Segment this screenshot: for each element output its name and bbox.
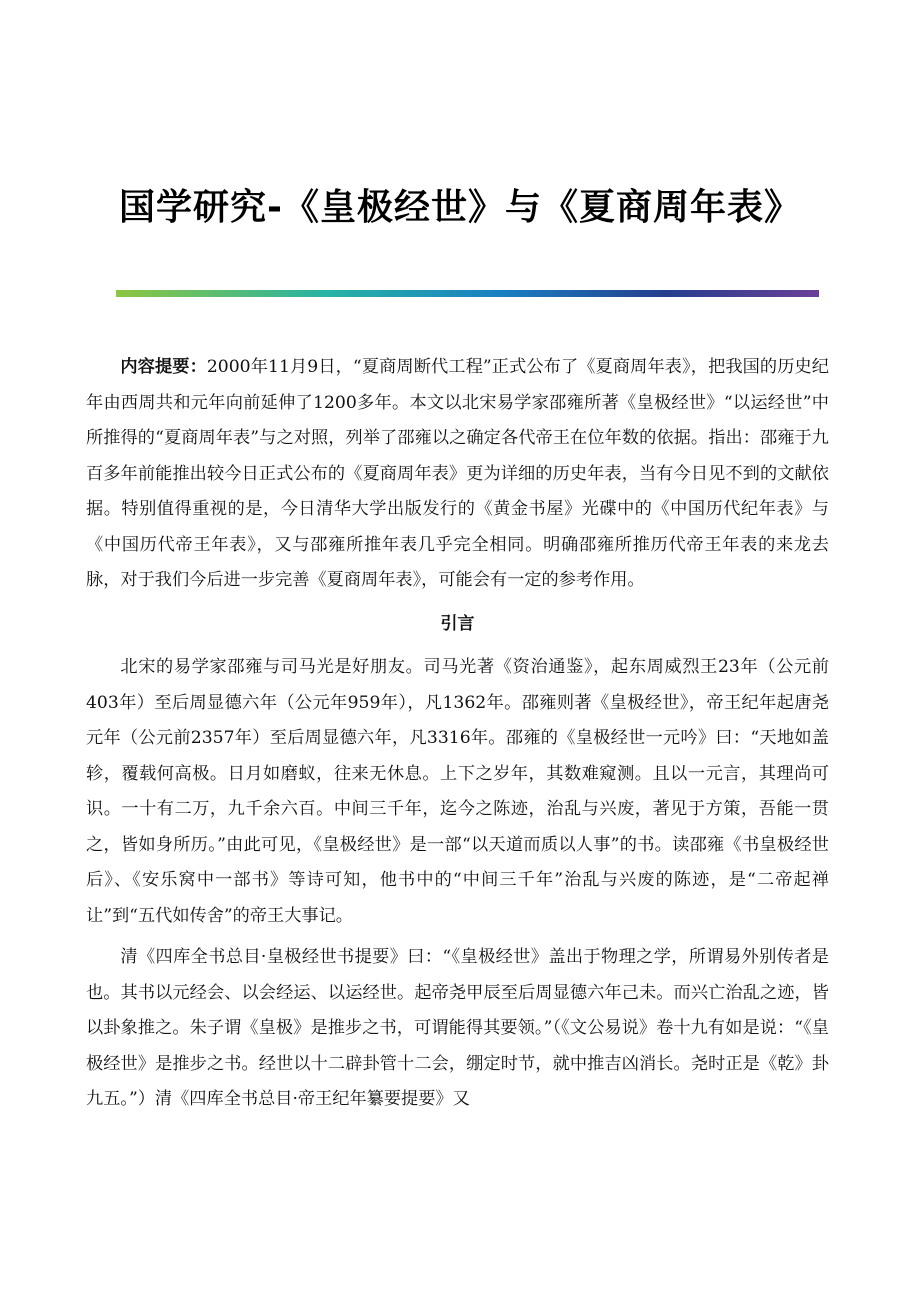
page-title: 国学研究-《皇极经世》与《夏商周年表》 xyxy=(119,187,801,228)
abstract-paragraph xyxy=(86,350,829,599)
section-heading: 引言 xyxy=(440,613,475,634)
title-divider xyxy=(116,290,819,297)
document-body xyxy=(86,350,829,1118)
abstract-label: 内容提要： xyxy=(120,357,207,377)
abstract-text: 2000年11月9日，“夏商周断代工程”正式公布了《夏商周年表》，把我国的历史纪年由西周共和元年向前延伸了1200多年。本文以北宋易学家邵雍所著《皇极经世》“以运经世”中所推得的“夏商周年表”与之对照，列举了邵雍以之确定各代帝王在位年数的依据。指出：邵雍于九百多年前能推出较今日正式公布的《夏商周年表》更为详细的历史年表，当有今日见不到的文献依据。特别值得重视的是，今日清华大学出版发行的《黄金书屋》光碟中的《中国历代纪年表》与《中国历代帝王年表》，又与邵雍所推年表几乎完全相同。明确邵雍所推历代帝王年表的来龙去脉，对于我们今后进一步完善《夏商周年表》，可能会有一定的参考作用。 xyxy=(86,357,829,590)
body-paragraph: 清《四库全书总目·皇极经世书提要》曰：“《皇极经世》盖出于物理之学，所谓易外别传者是也。其书以元经会、以会经运、以运经世。起帝尧甲辰至后周显德六年己未。而兴亡治乱之迹，皆以卦象推之。朱子谓《皇极》是推步之书，可谓能得其要领。”（《文公易说》卷十九有如是说：“《皇极经世》是推步之书。经世以十二辟卦管十二会，绷定时节，就中推吉凶消长。尧时正是《乾》卦九五。”）清《四库全书总目·帝王纪年纂要提要》又 xyxy=(86,947,829,1109)
body-paragraph: 北宋的易学家邵雍与司马光是好朋友。司马光著《资治通鉴》，起东周威烈王23年（公元前403年）至后周显德六年（公元年959年），凡1362年。邵雍则著《皇极经世》，帝王纪年起唐尧元年（公元前2357年）至后周显德六年，凡3316年。邵雍的《皇极经世一元吟》曰：“天地如盖轸，覆载何高极。日月如磨蚁，往来无休息。上下之岁年，其数难窥测。且以一元言，其理尚可识。一十有二万，九千余六百。中间三千年，迄今之陈迹，治乱与兴废，著见于方策，吾能一贯之，皆如身所历。”由此可见，《皇极经世》是一部“以天道而质以人事”的书。读邵雍《书皇极经世后》、《安乐窝中一部书》等诗可知，他书中的“中间三千年”治乱与兴废的陈迹，是“二帝起禅让”到“五代如传舍”的帝王大事记。 xyxy=(86,657,829,926)
